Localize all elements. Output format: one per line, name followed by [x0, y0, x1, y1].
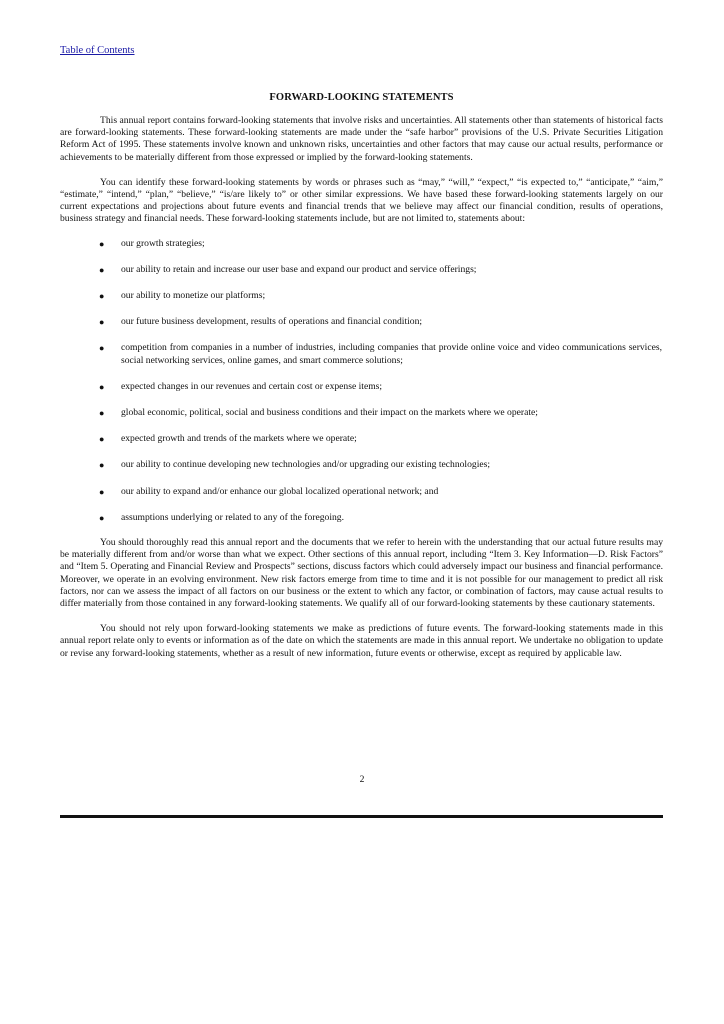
list-item-text: competition from companies in a number of industries, including companies that provide online voice and video communications services, social networking services, online games, and smart commerce solutions;: [121, 342, 662, 366]
list-item-text: our ability to retain and increase our user base and expand our product and service offerings;: [121, 263, 477, 275]
bullet-icon: ●: [99, 460, 105, 471]
list-item: [60, 433, 663, 445]
list-item-text: our ability to continue developing new technologies and/or upgrading our existing technologies;: [121, 459, 491, 471]
list-item-text: expected growth and trends of the markets where we operate;: [121, 433, 357, 445]
section-title: FORWARD-LOOKING STATEMENTS: [269, 92, 454, 103]
table-of-contents-link[interactable]: Table of Contents: [60, 45, 135, 56]
list-item: [60, 290, 663, 302]
list-item: [60, 407, 663, 419]
bullet-icon: ●: [99, 381, 105, 392]
list-item-text: our ability to monetize our platforms;: [121, 290, 266, 302]
list-item-text: assumptions underlying or related to any of the foregoing.: [121, 511, 345, 523]
list-item-text: global economic, political, social and business conditions and their impact on the markets where we operate;: [121, 407, 538, 419]
bullet-icon: ●: [99, 408, 105, 419]
bullet-icon: ●: [99, 343, 105, 354]
bullet-icon: ●: [99, 264, 105, 275]
bullet-icon: ●: [99, 486, 105, 497]
caution-paragraph: You should thoroughly read this annual report and the documents that we refer to herein with the understanding that our actual future results may be materially different from and/or worse than what we expect. Other sections of this annual report, including “Item 3. Key Information—D. Risk Factors” and “Item 5. Operating and Financial Review and Prospects” sections, discuss factors which could adversely impact our business and financial performance. Moreover, we operate in an evolving environment. New risk factors emerge from time to time and it is not possible for our management to predict all risk factors, nor can we assess the impact of all factors on our business or the extent to which any factor, or combination of factors, may cause actual results to differ materially from those contained in any forward-looking statements. We qualify all of our forward-looking statements by these cautionary statements.: [60, 537, 663, 610]
statements-list: [60, 238, 663, 524]
intro-paragraph: This annual report contains forward-looking statements that involve risks and uncertainties. All statements other than statements of historical facts are forward-looking statements. These forward-looking statements are made under the “safe harbor” provisions of the U.S. Private Securities Litigation Reform Act of 1995. These statements involve known and unknown risks, uncertainties and other factors that may cause our actual results, performance or achievements to be materially different from those expressed or implied by the forward-looking statements.: [60, 115, 663, 163]
list-item: [60, 238, 663, 250]
list-item: [60, 316, 663, 328]
identify-paragraph: You can identify these forward-looking statements by words or phrases such as “may,” “will,” “expect,” “is expected to,” “anticipate,” “aim,” “estimate,” “intend,” “plan,” “believe,” “is/are likely to” or other similar expressions. We have based these forward-looking statements largely on our current expectations and projections about future events and financial trends that we believe may affect our financial condition, results of operations, business strategy and financial needs. These forward-looking statements include, but are not limited to, statements about:: [60, 176, 663, 225]
bullet-icon: ●: [99, 291, 105, 302]
bullet-icon: ●: [99, 238, 105, 249]
list-item: [60, 381, 663, 393]
bullet-icon: ●: [99, 512, 105, 523]
list-item-text: our future business development, results of operations and financial condition;: [121, 316, 423, 328]
list-item: [60, 342, 663, 366]
bullet-icon: ●: [99, 434, 105, 445]
list-item-text: expected changes in our revenues and certain cost or expense items;: [121, 380, 383, 392]
list-item: [60, 264, 663, 276]
document-page: [60, 40, 663, 660]
list-item-text: our growth strategies;: [121, 237, 205, 249]
footer-divider: [60, 815, 663, 818]
bullet-icon: ●: [99, 317, 105, 328]
list-item: [60, 486, 663, 498]
list-item: [60, 512, 663, 524]
list-item-text: our ability to expand and/or enhance our global localized operational network; and: [121, 485, 439, 497]
list-item: [60, 459, 663, 471]
page-number: 2: [359, 774, 365, 785]
reliance-paragraph: You should not rely upon forward-looking statements we make as predictions of future events. The forward-looking statements made in this annual report relate only to events or information as of the date on which the statements are made in this annual report. We undertake no obligation to update or revise any forward-looking statements, whether as a result of new information, future events or otherwise, except as required by applicable law.: [60, 623, 663, 659]
